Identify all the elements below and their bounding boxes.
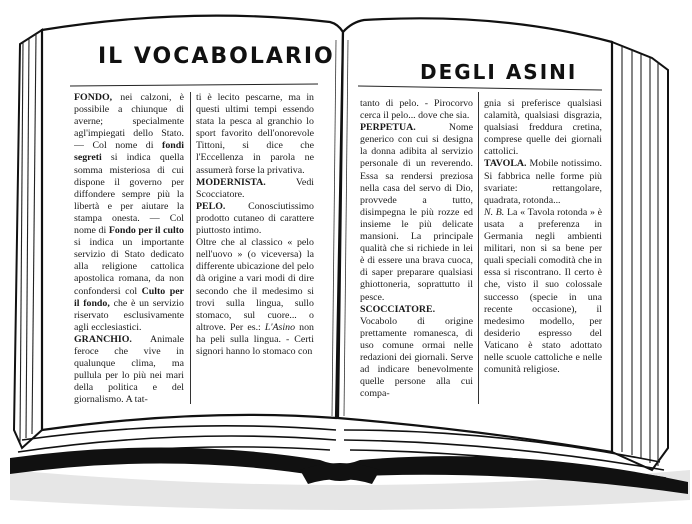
right-column-rule: [478, 92, 479, 404]
left-column-rule: [190, 92, 191, 404]
entry-scocciatore-cont: gnia si preferisce qualsiasi calamità, qualsiasi disgrazia, qualsiasi freddura cretina, comprese quelle dei giornali cattolici.: [484, 98, 602, 158]
entry-modernista: MODERNISTA. Vedi Scocciatore.: [196, 176, 314, 200]
entry-scocciatore: SCOCCIATORE. Vocabolo di origine prettamente romanesca, di uso comune ormai nelle redazioni dei giornali. Serve ad indicare benevolmente quelle persone alla cui compa-: [360, 303, 473, 400]
column-2: [196, 92, 314, 410]
entry-pelo-cont: tanto di pelo. - Pirocorvo cerca il pelo... dove che sia.: [360, 98, 473, 122]
right-page-stack: [612, 42, 668, 470]
entry-perpetua: PERPETUA. Nome generico con cui si designa la donna adibita al servizio personale di un reverendo. Essa sa rendersi preziosa nella casa del servo di Dio, provvede a tutto, disimpegna le più rozze ed insieme le più delicate mansioni. La principale qualità che si richiede in lei è di essere una brava cuoca, di saper preparare qualsiasi ghiottoneria, soprattutto il pesce.: [360, 122, 473, 303]
column-4: [484, 98, 602, 416]
entry-pelo: PELO. Conosciutissimo prodotto cutaneo di carattere piuttosto intimo.: [196, 200, 314, 237]
entry-nb: N. B. La « Tavola rotonda » è usata a preferenza in Germania negli ambienti militari, non si sa bene per quali speciali comodità che in essa si riscontrano. Il certo è che, visto il suo colossale successo (specie in una recente occasione), il medesimo modello, per desiderio espresso del Vaticano è stato adottato nelle scuole cattoliche e nelle comunità religiose.: [484, 206, 602, 376]
entry-pelo-2: Oltre che al classico « pelo nell'uovo » (o viceversa) la differente ubicazione del pelo dà origine a vari modi di dire secondo che il medesimo si trovi sulla lingua, sullo stomaco, sul cuore... o altrove. Per es.: L'Asino non ha peli sulla lingua. - Certi signori hanno lo stomaco con: [196, 237, 314, 357]
right-page-title: DEGLI ASINI: [420, 60, 578, 84]
entry-fondo: FONDO, nei calzoni, è possibile a chiunque di averne; specialmente agl'impiegati dello Stato. — Col nome di fondi segreti si indica quella somma misteriosa di cui dispone il governo per diffondere sempre più la libertà e per aiutare la stampa onesta. — Col nome di Fondo per il culto si indica un importante servizio di Stato dedicato alla religione cattolica apostolica romana, da non confondersi col Culto per il fondo, che è un servizio riservato esclusivamente agli ecclesiastici.: [74, 92, 184, 333]
column-1: [74, 92, 184, 410]
entry-granchio: GRANCHIO. Animale feroce che vive in qualunque clima, ma pullula per lo più nei mari della politica e del giornalismo. A tat-: [74, 333, 184, 406]
entry-tavola: TAVOLA. Mobile notissimo. Si fabbrica nelle forme più svariate: rettangolare, quadrata, rotonda...: [484, 158, 602, 206]
column-3: [360, 98, 473, 410]
entry-granchio-cont: ti è lecito pescarne, ma in questi ultimi tempi essendo stata la pesca al granchio lo sport favorito dell'onorevole Tittoni, si dice che l'Eccellenza in parola ne assumerà forse la privativa.: [196, 92, 314, 176]
left-page-title: IL VOCABOLARIO: [98, 44, 335, 69]
